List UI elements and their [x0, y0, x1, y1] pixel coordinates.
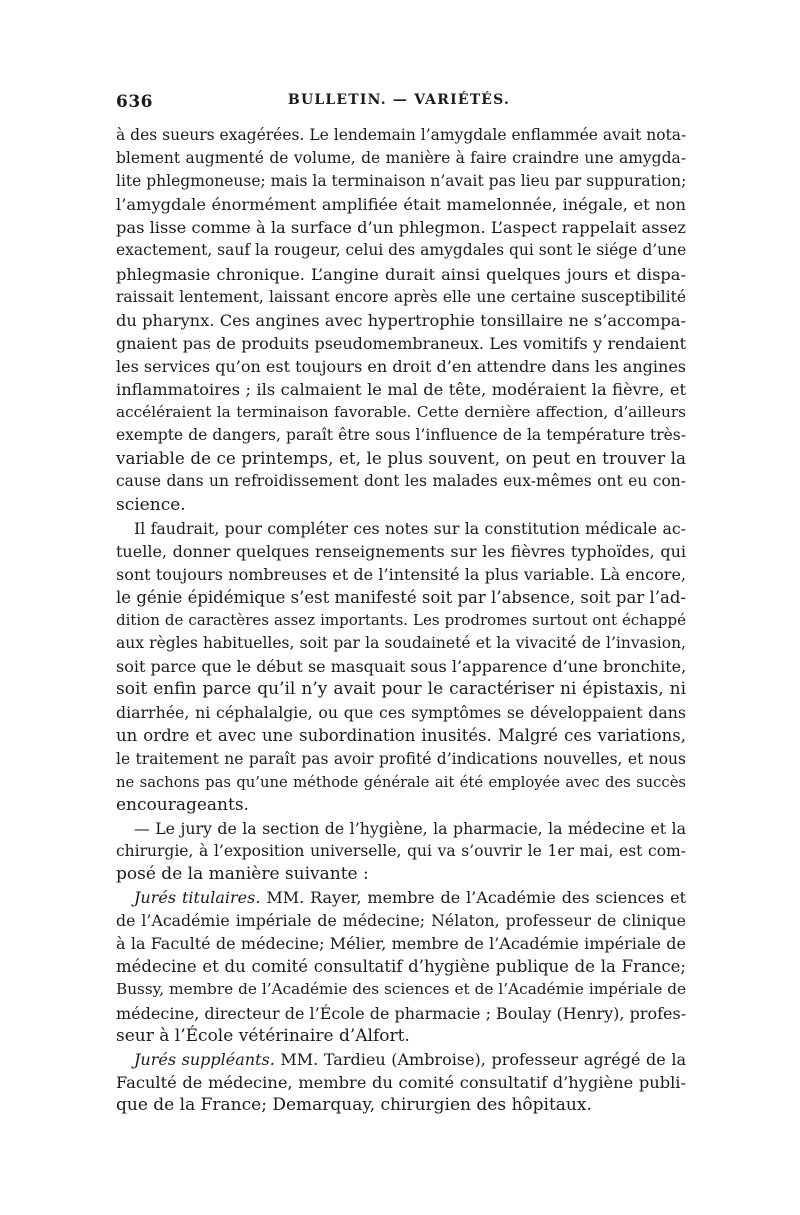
text-line: Bussy, membre de l’Académie des sciences et de l’Académie impériale de [116, 980, 686, 999]
text-line: pas lisse comme à la surface d’un phlegmon. L’aspect rappelait assez [116, 218, 686, 238]
text-line: de l’Académie impériale de médecine; Nélaton, professeur de clinique [116, 911, 686, 931]
text-line: un ordre et avec une subordination inusités. Malgré ces variations, [116, 726, 686, 746]
text-line: inflammatoires ; ils calmaient le mal de tête, modéraient la fièvre, et [116, 380, 686, 400]
text-line: aux règles habituelles, soit par la soudaineté et la vivacité de l’invasion, [116, 634, 686, 653]
text-line: cause dans un refroidissement dont les malades eux-mêmes ont eu con- [116, 472, 686, 491]
text-line: Il faudrait, pour compléter ces notes sur la constitution médicale ac- [134, 518, 686, 538]
text-line: le génie épidémique s’est manifesté soit par l’absence, soit par l’ad- [116, 587, 686, 607]
text-line: soit enfin parce qu’il n’y avait pour le caractériser ni épistaxis, ni [116, 679, 686, 700]
page-header [112, 92, 686, 116]
text-line: posé de la manière suivante : [116, 864, 369, 884]
text-line: Faculté de médecine, membre du comité consultatif d’hygiène publi- [116, 1072, 686, 1092]
body-text [116, 124, 686, 1117]
text-line [116, 1048, 686, 1071]
text-line [116, 886, 686, 909]
text-line: le traitement ne paraît pas avoir profité d’indications nouvelles, et nous [116, 749, 686, 768]
text-line: tuelle, donner quelques renseignements sur les fièvres typhoïdes, qui [116, 541, 686, 561]
text-line: exactement, sauf la rougeur, celui des amygdales qui sont le siége d’une [116, 241, 687, 260]
text-line: accéléraient la terminaison favorable. Cette dernière affection, d’ailleurs [116, 403, 686, 422]
paragraph-jures-suppleants [116, 1048, 686, 1117]
text-line: phlegmasie chronique. L’angine durait ainsi quelques jours et dispa- [116, 264, 686, 284]
text-line: exempte de dangers, paraît être sous l’influence de la température très- [116, 426, 686, 445]
text-line: médecine, directeur de l’École de pharmacie ; Boulay (Henry), profes- [116, 1003, 687, 1023]
text-line: science. [116, 494, 186, 515]
text-line: dition de caractères assez importants. Les prodromes surtout ont échappé [116, 610, 686, 629]
page-number: 636 [116, 92, 153, 112]
text-line: à des sueurs exagérées. Le lendemain l’amygdale enflammée avait nota- [116, 126, 687, 144]
text-line: seur à l’École vétérinaire d’Alfort. [116, 1025, 410, 1046]
text-line: — Le jury de la section de l’hygiène, la pharmacie, la médecine et la [134, 818, 686, 838]
text-line: chirurgie, à l’exposition universelle, qui va s’ouvrir le 1er mai, est com- [116, 841, 686, 860]
text-line: soit parce que le début se masquait sous l’apparence d’une bronchite, [116, 657, 687, 677]
text-segment: MM. Tardieu (Ambroise), professeur agrégé de la [274, 1049, 686, 1069]
text-line: l’amygdale énormément amplifiée était mamelonnée, inégale, et non [116, 195, 686, 215]
text-line: encourageants. [116, 794, 249, 815]
text-line: médecine et du comité consultatif d’hygiène publique de la France; [116, 957, 686, 977]
paragraph-jury [116, 817, 686, 886]
running-head: BULLETIN. — VARIÉTÉS. [287, 92, 511, 108]
text-line: lite phlegmoneuse; mais la terminaison n’avait pas lieu par suppuration; [116, 172, 687, 191]
text-line: raissait lentement, laissant encore après elle une certaine susceptibilité [116, 287, 686, 306]
text-line: du pharynx. Ces angines avec hypertrophie tonsillaire ne s’accompa- [116, 310, 686, 330]
text-line: blement augmenté de volume, de manière à faire craindre une amygda- [116, 149, 686, 168]
text-line: que de la France; Demarquay, chirurgien des hôpitaux. [116, 1094, 592, 1115]
text-segment: MM. Rayer, membre de l’Académie des sciences et [260, 888, 687, 908]
paragraph-jures-titulaires [116, 886, 686, 1048]
label-jures-titulaires: Jurés titulaires. [134, 888, 261, 908]
text-line: les services qu’on est toujours en droit d’en attendre dans les angines [116, 356, 686, 376]
label-jures-suppleants: Jurés suppléants. [134, 1049, 275, 1069]
text-line: variable de ce printemps, et, le plus souvent, on peut en trouver la [116, 448, 686, 469]
text-line: à la Faculté de médecine; Mélier, membre de l’Académie impériale de [116, 934, 686, 954]
text-line: diarrhée, ni céphalalgie, ou que ces symptômes se développaient dans [116, 703, 686, 723]
text-line: sont toujours nombreuses et de l’intensité la plus variable. Là encore, [116, 564, 686, 584]
text-line: ne sachons pas qu’une méthode générale ait été employée avec des succès [116, 773, 686, 791]
paragraph-angines [116, 124, 686, 517]
text-line: gnaient pas de produits pseudomembraneux. Les vomitifs y rendaient [116, 333, 686, 353]
paragraph-fievres-typhoides [116, 517, 686, 817]
